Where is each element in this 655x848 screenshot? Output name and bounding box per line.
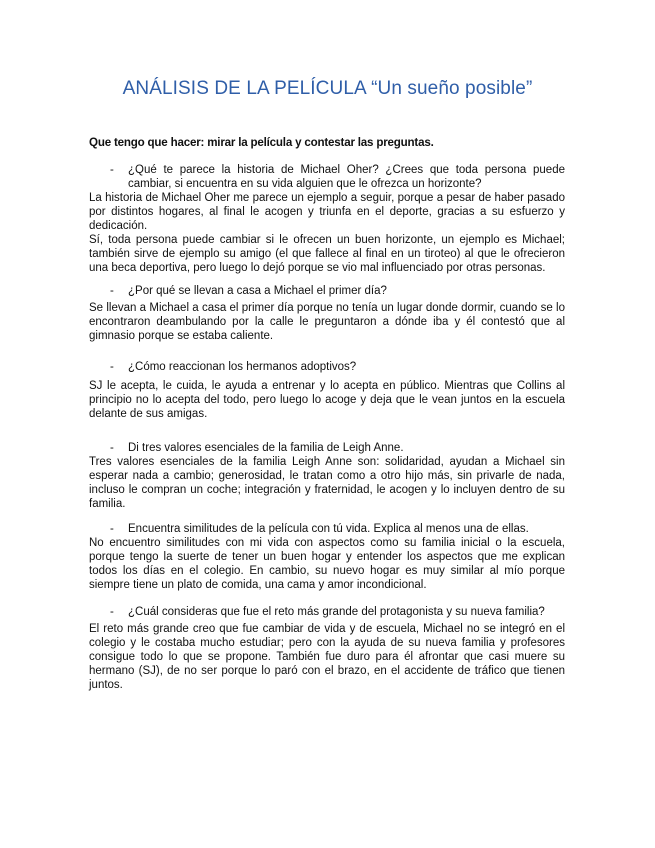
bullet-dash: - [110,285,114,297]
question-2 [89,284,565,298]
question-text: ¿Cómo reaccionan los hermanos adoptivos? [128,361,357,373]
bullet-dash: - [110,523,114,535]
question-text: Encuentra similitudes de la película con tú vida. Explica al menos una de ellas. [128,523,529,535]
bullet-dash: - [110,361,114,373]
question-6 [89,605,565,619]
question-5 [89,522,565,536]
section-2 [89,284,565,343]
question-text: ¿Cuál consideras que fue el reto más grande del protagonista y su nueva familia? [128,606,545,618]
bullet-dash: - [110,442,114,454]
answer-1: La historia de Michael Oher me parece un ejemplo a seguir, porque a pesar de haber pasado por distintos hogares, al final le acogen y triunfa en el deporte, gracias a su esfuerzo y dedicación. [89,192,565,232]
instructions: Que tengo que hacer: mirar la película y contestar las preguntas. [89,136,434,149]
question-text: ¿Por qué se llevan a casa a Michael el primer día? [128,285,387,297]
section-1 [89,163,565,275]
question-1 [89,163,565,191]
section-4 [89,441,565,511]
question-text: Di tres valores esenciales de la familia de Leigh Anne. [128,442,404,454]
section-3 [89,360,565,421]
question-text: ¿Qué te parece la historia de Michael Oher? ¿Crees que toda persona puede cambiar, si encuentra en su vida alguien que le ofrezca un horizonte? [128,164,565,190]
bullet-dash: - [110,164,114,176]
section-6 [89,605,565,692]
answer-6: El reto más grande creo que fue cambiar de vida y de escuela, Michael no se integró en el colegio y le costaba mucho estudiar; pero con la ayuda de su nueva familia y profesores consigue todo lo que se propone. También fue duro para él afrontar que casi muere su hermano (SJ), de no ser porque lo paró con el brazo, en el accidente de tráfico que tienen juntos. [89,623,565,691]
question-4 [89,441,565,455]
answer-3: SJ le acepta, le cuida, le ayuda a entrenar y lo acepta en público. Mientras que Collins al principio no lo acepta del todo, pero luego lo acoge y deja que le vean juntos en la escuela delante de sus amigas. [89,380,565,420]
answer-2: Se llevan a Michael a casa el primer día porque no tenía un lugar donde dormir, cuando se lo encontraron deambulando por la calle le preguntaron a dónde iba y él contestó que al gimnasio porque se estaba caliente. [89,302,565,342]
section-5 [89,522,565,592]
document-title: ANÁLISIS DE LA PELÍCULA “Un sueño posible” [122,78,533,99]
bullet-dash: - [110,606,114,618]
question-3 [89,360,565,374]
answer-5: No encuentro similitudes con mi vida con aspectos como su familia inicial o la escuela, porque tengo la suerte de tener un buen hogar y entender los aspectos que me explican todos los días en el colegio. En cambio, su nuevo hogar es muy similar al mío porque siempre tiene un plato de comida, una cama y amor incondicional. [89,537,565,591]
answer-1-part-2: Sí, toda persona puede cambiar si le ofrecen un buen horizonte, un ejemplo es Michael; también sirve de ejemplo su amigo (el que fallece al final en un tiroteo) al que le ofrecieron una beca deportiva, pero luego lo dejó porque se vio mal influenciado por otras personas. [89,234,565,274]
answer-4: Tres valores esenciales de la familia Leigh Anne son: solidaridad, ayudan a Michael sin esperar nada a cambio; generosidad, le tratan como a otro hijo más, sin privarle de nada, incluso le compran un coche; integración y fraternidad, le acogen y lo incluyen dentro de su familia. [89,456,565,510]
